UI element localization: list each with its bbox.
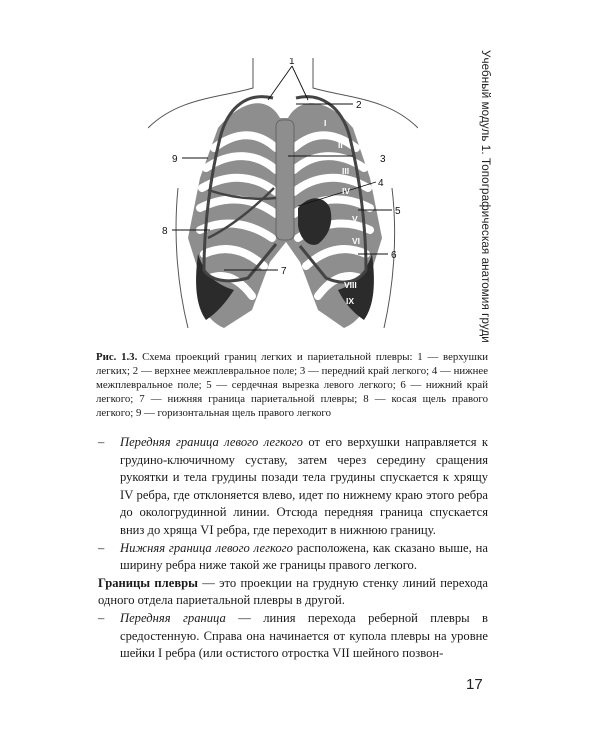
- term-anterior-border-left-lung: Передняя граница левого легкого: [120, 435, 303, 449]
- page-number: 17: [466, 676, 483, 693]
- figure-label-6: 6: [391, 250, 397, 261]
- item-text: — линия перехода реберной плевры в средостенную. Справа она начинается от купола плевры на уровне шейки I ребра (или остистого отростка VII шейного позвон-: [120, 610, 488, 661]
- rib-III: III: [342, 166, 350, 176]
- figure-label-9: 9: [172, 154, 178, 165]
- term-pleura-borders: Границы плевры: [98, 575, 198, 590]
- rib-IX: IX: [346, 296, 355, 306]
- list-dash: –: [98, 540, 105, 555]
- figure-lung-projection: [148, 58, 418, 348]
- figure-label-7: 7: [281, 266, 287, 277]
- term-anterior-border: Передняя граница: [120, 610, 226, 625]
- figure-label-5: 5: [395, 206, 401, 217]
- figure-caption: [96, 350, 488, 420]
- figure-label-8: 8: [162, 226, 168, 237]
- term-lower-border-left-lung: Нижняя граница левого легкого: [120, 540, 293, 555]
- figure-label-2: 2: [356, 100, 362, 111]
- body-text: [98, 434, 488, 663]
- item-text: от его верхушки направляется к грудино-ключичному суставу, затем через середину сращения рукоятки и тела грудины позади тела грудины спускается к хрящу IV ребра, где отклоняется влево, идет по нижнему краю этого ребра до окологрудинной линии. Отсюда передняя граница спускается вниз до хряща VI ребра, где переходит в нижнюю границу.: [120, 435, 488, 537]
- figure-label-3: 3: [380, 154, 386, 165]
- lung-diagram: [148, 58, 418, 348]
- rib-VIII: VIII: [344, 280, 357, 290]
- list-item-left-lung-anterior: [98, 434, 488, 540]
- list-item-anterior-border: [98, 610, 488, 663]
- rib-V: V: [352, 214, 358, 224]
- figure-label-4: 4: [378, 178, 384, 189]
- caption-label: Рис. 1.3.: [96, 351, 138, 363]
- list-dash: –: [98, 435, 105, 449]
- list-dash: –: [98, 610, 105, 625]
- list-item-left-lung-lower: [98, 540, 488, 575]
- rib-II: II: [338, 140, 343, 150]
- figure-label-1: 1: [289, 58, 295, 67]
- running-header: [478, 50, 498, 343]
- caption-text: Схема проекций границ легких и париетальной плевры: 1 — верхушки легких; 2 — верхнее межплевральное поле; 3 — передний край легкого; 4 — нижнее межплевральное поле; 5 — сердечная вырезка левого легкого; 6 — нижний край легкого; 7 — нижняя граница париетальной плевры; 8 — косая щель правого легкого; 9 — горизонтальная щель правого легкого: [96, 351, 489, 419]
- rib-IV: IV: [342, 186, 351, 196]
- body-outline: [148, 58, 418, 128]
- rib-VI: VI: [352, 236, 361, 246]
- running-header-text: Учебный модуль 1. Топографическая анатомия груди: [479, 50, 492, 343]
- body-side-left: [176, 188, 188, 328]
- paragraph-text: — это проекции на грудную стенку линий перехода одного отдела париетальной плевры в другой.: [98, 575, 488, 608]
- sternum: [276, 120, 294, 240]
- rib-I: I: [324, 118, 327, 128]
- paragraph-pleura-borders: [98, 575, 488, 610]
- item-text: расположена, как сказано выше, на ширину ребра ниже такой же границы правого легкого.: [120, 540, 488, 573]
